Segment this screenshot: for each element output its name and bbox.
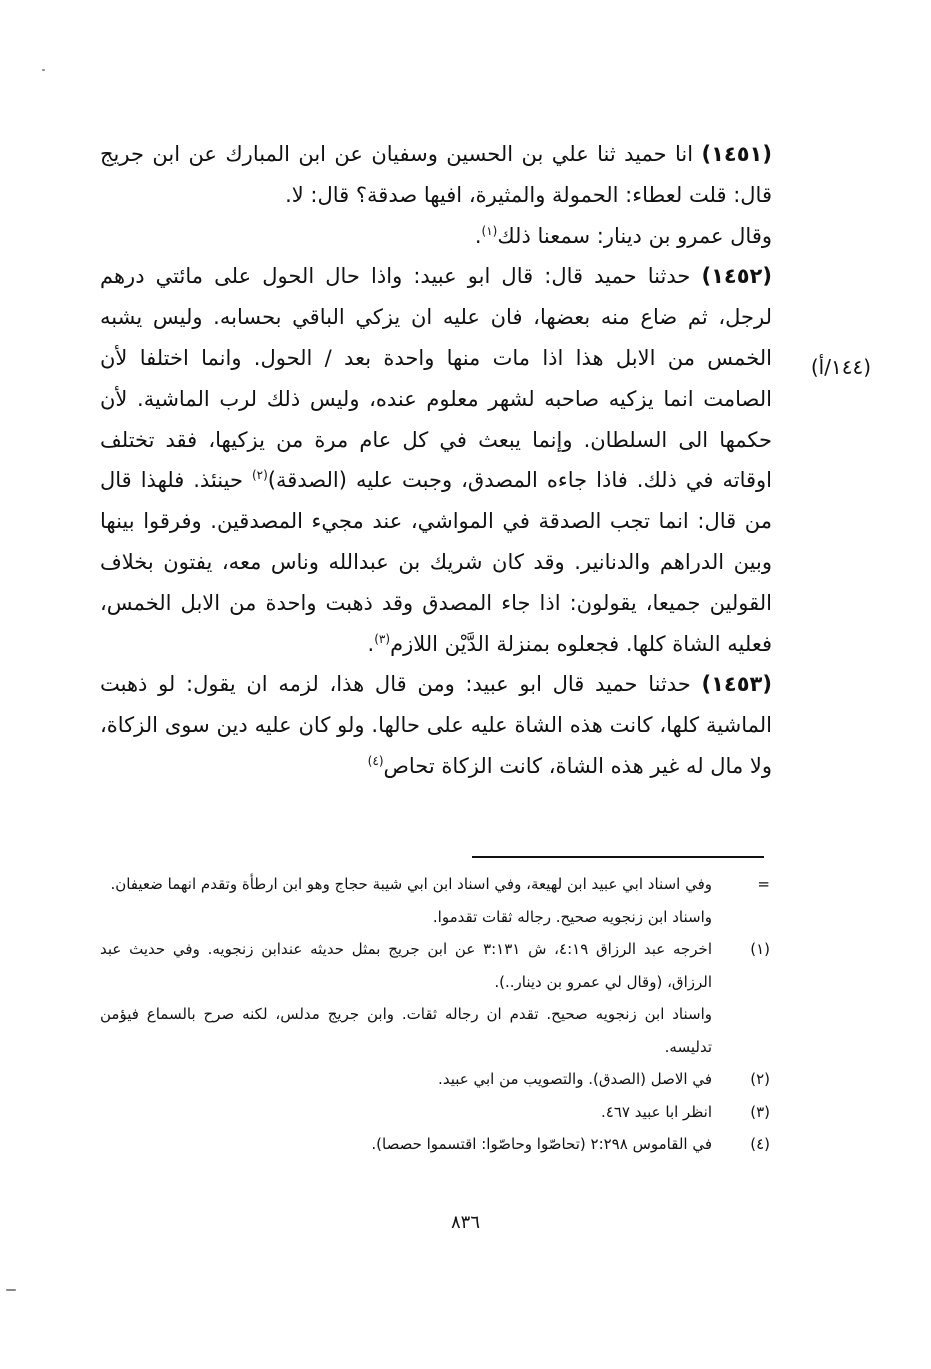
footnote-ref[interactable]: (١) — [481, 223, 498, 238]
paragraph-text: حدثنا حميد قال: قال ابو عبيد: واذا حال الحول على مائتي درهم لرجل، ثم ضاع منه بعضها، فان عليه ان يزكي الباقي بحسابه. وليس يشبه الخمس من الابل هذا اذا مات منها واحدة بعد / الحول. وانما اختلفا لأن الصامت انما يزكيه صاحبه لشهر معلوم عنده، وليس ذلك لرب الماشية. لأن حكمها الى السلطان. وإنما يبعث في كل عام مرة من يزكيها، فقد تختلف اوقاته في ذلك. فاذا جاءه المصدق، وجبت عليه (الصدقة) — [100, 264, 772, 493]
footnote-number — [712, 998, 770, 1063]
scan-speck — [42, 69, 45, 71]
hadith-number: (١٤٥٢) — [701, 264, 772, 289]
scan-speck — [6, 1289, 16, 1291]
footnote-item — [100, 998, 770, 1063]
footnote-ref[interactable]: (٢) — [251, 468, 268, 483]
footnote-number: (٤) — [750, 1135, 770, 1153]
paragraph-text: حدثنا حميد قال ابو عبيد: ومن قال هذا، لزمه ان يقول: لو ذهبت الماشية كلها، كانت هذه الشاة عليه على حالها. ولو كان عليه دين سوى الزكاة، ولا مال له غير هذه الشاة، كانت الزكاة تحاص — [100, 672, 772, 778]
footnote-item — [100, 1063, 770, 1096]
footnote-text: في القاموس ٢:٢٩٨ (تحاصّوا وحاصّوا: اقتسموا حصصا). — [371, 1135, 712, 1153]
hadith-number: (١٤٥٣) — [701, 672, 772, 697]
paragraph-1452 — [100, 256, 772, 664]
paragraph-text-tail: . — [474, 223, 482, 248]
page-number: ٨٣٦ — [450, 1212, 480, 1233]
paragraph-text: وقال عمرو بن دينار: سمعنا ذلك — [497, 223, 772, 248]
paragraph-1451 — [100, 134, 772, 216]
footnote-item — [100, 901, 770, 934]
footnote-ref[interactable]: (٣) — [374, 631, 391, 646]
footnote-number: (٣) — [750, 1102, 770, 1121]
footnote-number: = — [757, 875, 770, 893]
footnotes — [100, 868, 770, 1161]
footnote-number — [712, 901, 770, 934]
paragraph-amr — [100, 216, 772, 257]
footnote-text: وفي اسناد ابي عبيد ابن لهيعة، وفي اسناد ابن ابي شيبة حجاج وهو ابن ارطأة وتقدم انهما ضعيفان. — [110, 875, 712, 893]
manuscript-folio-marker: (١٤٤/أ) — [810, 355, 871, 379]
paragraph-text-tail: حينئذ. فلهذا قال من قال: انما تجب الصدقة في المواشي، عند مجيء المصدقين. وفرقوا بينها وبين الدراهم والدنانير. وقد كان شريك بن عبدالله وناس معه، يفتون بخلاف القولين جميعا، يقولون: اذا جاء المصدق وقد ذهبت واحدة من الابل الخمس، فعليه الشاة كلها. فجعلوه بمنزلة الدَّيْن اللازم — [100, 468, 772, 656]
footnote-number: (١) — [750, 940, 770, 958]
footnote-item — [100, 868, 770, 901]
footnote-number: (٢) — [750, 1070, 770, 1088]
footnote-separator — [472, 856, 764, 858]
footnote-text: اخرجه عبد الرزاق ٤:١٩، ش ٣:١٣١ عن ابن جريج بمثل حديثه عندابن زنجويه. وفي حديث عبد الرزاق، (وقال لي عمرو بن دينار..). — [100, 940, 712, 991]
footnote-item — [100, 933, 770, 998]
paragraph-text: انا حميد ثنا علي بن الحسين وسفيان عن ابن المبارك عن ابن جريج قال: قلت لعطاء: الحمولة والمثيرة، افيها صدقة؟ قال: لا. — [100, 142, 772, 207]
footnote-text: واسناد ابن زنجويه صحيح. تقدم ان رجاله ثقات. وابن جريج مدلس، لكنه صرح بالسماع فيؤمن تدليسه. — [100, 1005, 712, 1056]
main-text — [100, 134, 772, 787]
paragraph-1453 — [100, 664, 772, 786]
footnote-text: في الاصل (الصدق). والتصويب من ابي عبيد. — [438, 1070, 712, 1088]
footnote-item — [100, 1096, 770, 1129]
paragraph-text-tail: . — [367, 631, 375, 656]
footnote-ref[interactable]: (٤) — [367, 753, 384, 768]
footnote-text: انظر ابا عبيد ٤٦٧. — [601, 1102, 712, 1121]
hadith-number: (١٤٥١) — [701, 142, 772, 166]
footnote-item — [100, 1128, 770, 1161]
footnote-text: واسناد ابن زنجويه صحيح. رجاله ثقات تقدموا. — [432, 907, 712, 926]
